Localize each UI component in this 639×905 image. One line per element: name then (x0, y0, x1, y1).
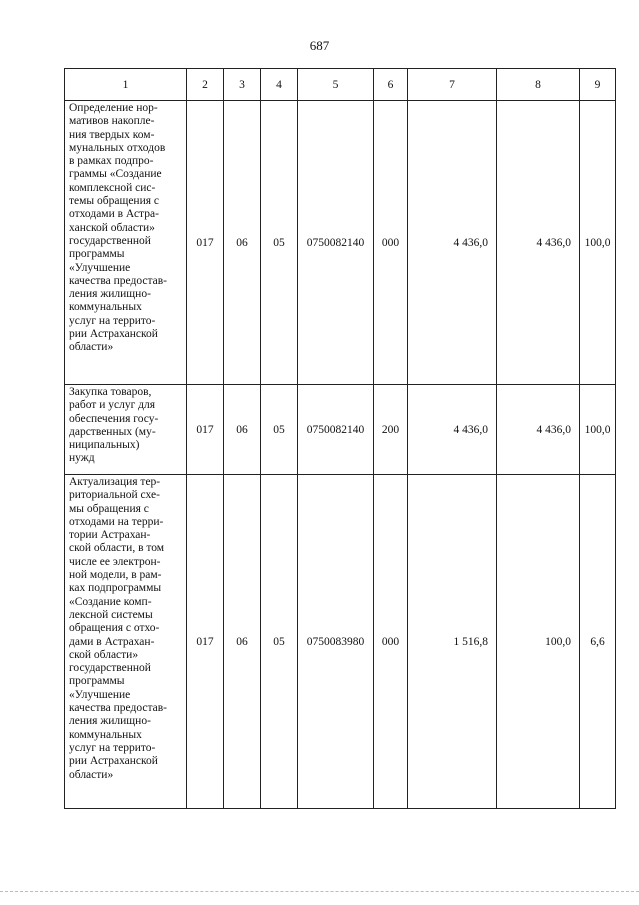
header-col-2: 2 (187, 69, 224, 101)
header-col-5: 5 (298, 69, 374, 101)
cell-col-9: 6,6 (580, 475, 616, 809)
row-name-cell: Актуализация тер- риториальной схе- мы обращения с отходами на терри- тории Астрахан- ской области, в том числе ее электрон- ной модели, в рам- ках подпрограммы «Создание комп- лексной системы обращения с отхо- дами в Астрахан- ской области» государственной программы «Улучшение качества предостав- ления жилищно- коммунальных услуг на террито- рии Астраханской области» (65, 475, 187, 809)
cell-col-8: 4 436,0 (497, 385, 580, 475)
budget-table (64, 68, 616, 809)
cell-col-3: 06 (224, 385, 261, 475)
header-col-6: 6 (374, 69, 408, 101)
table-row (65, 101, 616, 385)
header-col-7: 7 (408, 69, 497, 101)
table-row (65, 385, 616, 475)
header-col-3: 3 (224, 69, 261, 101)
cell-col-5: 0750082140 (298, 385, 374, 475)
cell-col-8: 100,0 (497, 475, 580, 809)
cell-col-5: 0750083980 (298, 475, 374, 809)
cell-col-7: 4 436,0 (408, 385, 497, 475)
table-row (65, 475, 616, 809)
cell-col-6: 000 (374, 475, 408, 809)
cell-col-2: 017 (187, 101, 224, 385)
cell-col-6: 000 (374, 101, 408, 385)
cell-col-7: 1 516,8 (408, 475, 497, 809)
page-bottom-divider (0, 891, 639, 892)
cell-col-4: 05 (261, 385, 298, 475)
cell-col-5: 0750082140 (298, 101, 374, 385)
cell-col-6: 200 (374, 385, 408, 475)
cell-col-2: 017 (187, 475, 224, 809)
page-number: 687 (309, 38, 330, 53)
header-col-4: 4 (261, 69, 298, 101)
cell-col-4: 05 (261, 101, 298, 385)
header-col-1: 1 (65, 69, 187, 101)
cell-col-3: 06 (224, 475, 261, 809)
cell-col-8: 4 436,0 (497, 101, 580, 385)
cell-col-9: 100,0 (580, 101, 616, 385)
header-row (65, 69, 616, 101)
cell-col-9: 100,0 (580, 385, 616, 475)
cell-col-4: 05 (261, 475, 298, 809)
cell-col-3: 06 (224, 101, 261, 385)
row-name-cell: Закупка товаров, работ и услуг для обеспечения госу- дарственных (му- ниципальных) нужд (65, 385, 187, 475)
header-col-8: 8 (497, 69, 580, 101)
header-col-9: 9 (580, 69, 616, 101)
cell-col-2: 017 (187, 385, 224, 475)
row-name-cell: Определение нор- мативов накопле- ния твердых ком- мунальных отходов в рамках подпро- граммы «Создание комплексной сис- темы обращения с отходами в Астра- ханской области» государственной программы «Улучшение качества предостав- ления жилищно- коммунальных услуг на террито- рии Астраханской области» (65, 101, 187, 385)
cell-col-7: 4 436,0 (408, 101, 497, 385)
